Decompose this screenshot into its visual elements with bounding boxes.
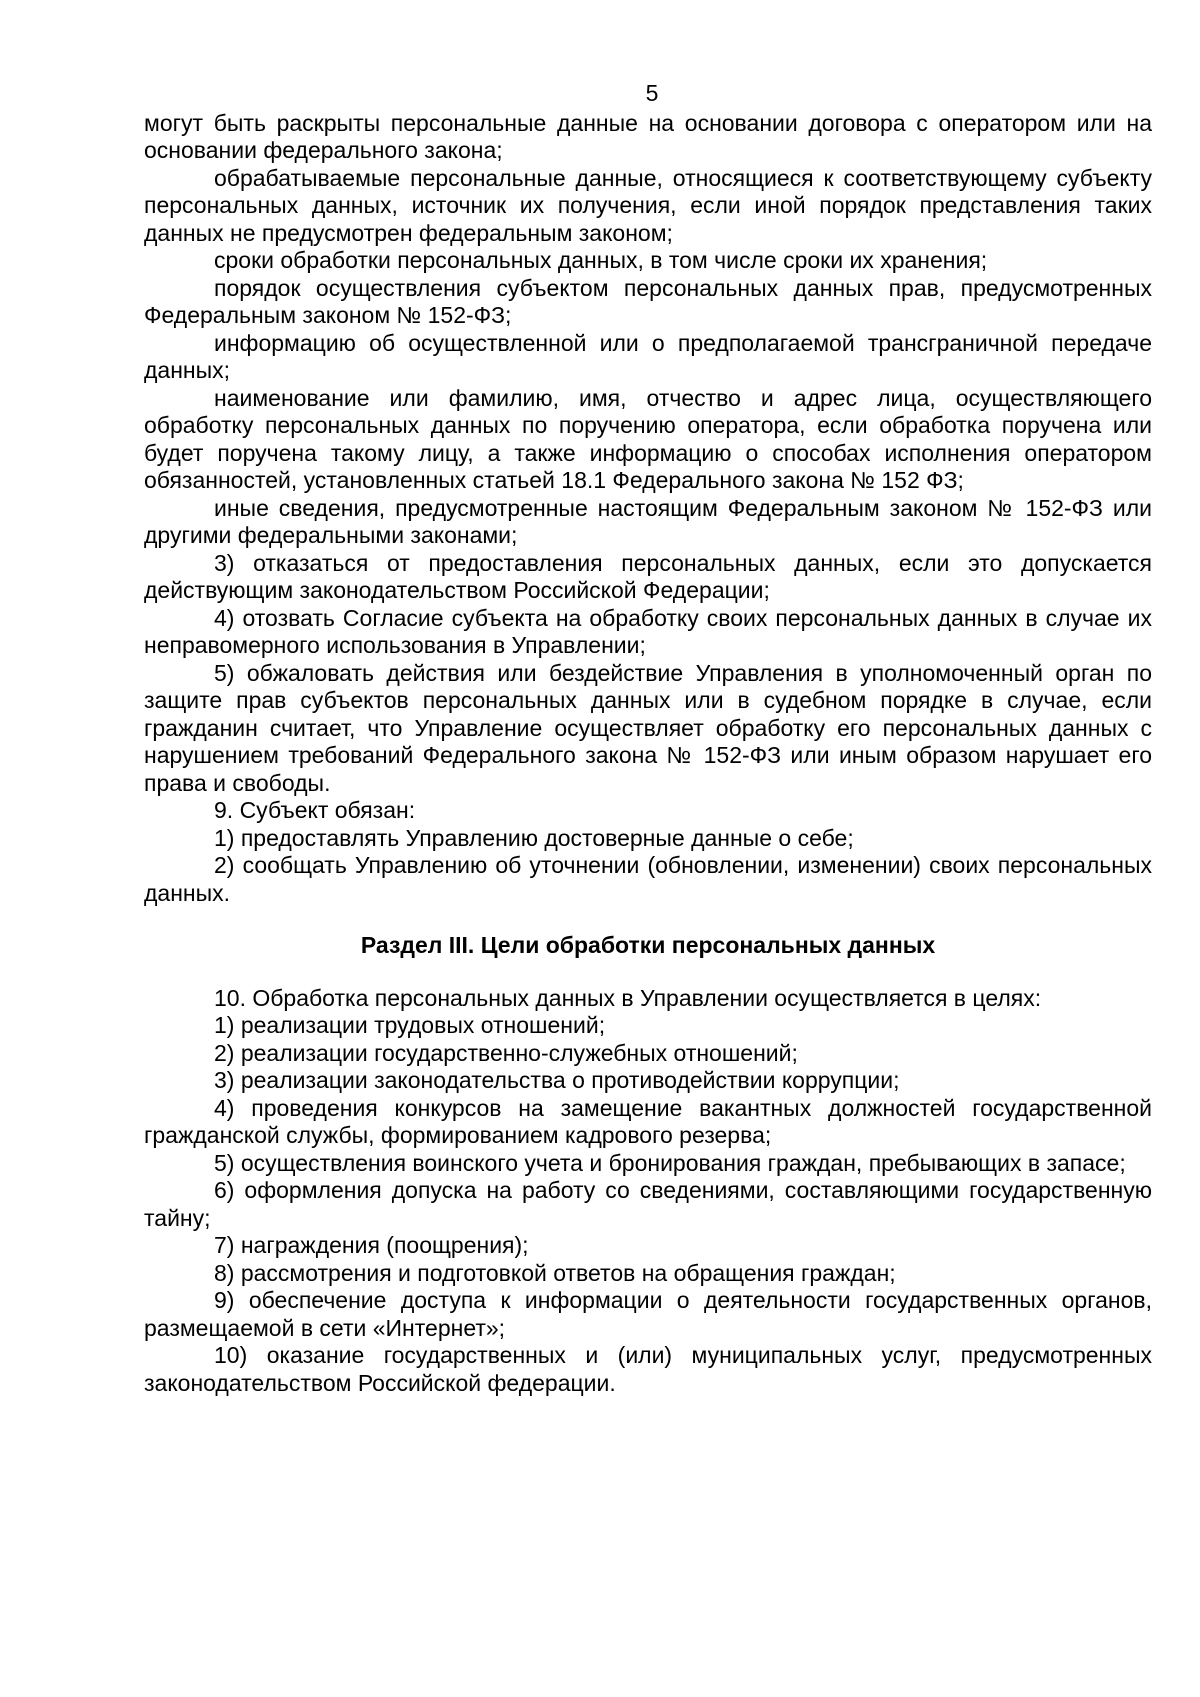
list-item: 9) обеспечение доступа к информации о деятельности государственных органов, размещаемой в сети «Интернет»; xyxy=(144,1287,1152,1341)
paragraph: наименование или фамилию, имя, отчество и адрес лица, осуществляющего обработку персональных данных по поручению оператора, если обработка поручена или будет поручена такому лицу, а также информацию о способах исполнения оператором обязанностей, установленных статьей 18.1 Федерального закона № 152 ФЗ; xyxy=(144,384,1152,493)
paragraph: 5) обжаловать действия или бездействие Управления в уполномоченный орган по защите прав субъектов персональных данных или в судебном порядке в случае, если гражданин считает, что Управление осуществляет обработку его персональных данных с нарушением требований Федерального закона № 152-ФЗ или иным образом нарушает его права и свободы. xyxy=(144,659,1152,796)
paragraph: могут быть раскрыты персональные данные на основании договора с оператором или на основании федерального закона; xyxy=(144,109,1152,163)
paragraph: иные сведения, предусмотренные настоящим Федеральным законом № 152-ФЗ или другими федеральными законами; xyxy=(144,494,1152,548)
paragraph: 2) сообщать Управлению об уточнении (обновлении, изменении) своих персональных данных. xyxy=(144,852,1152,906)
list-item: 1) реализации трудовых отношений; xyxy=(214,1012,606,1038)
processing-goals-section xyxy=(144,985,1152,1398)
page-number: 5 xyxy=(645,80,659,106)
paragraph: 9. Субъект обязан: xyxy=(214,797,416,823)
paragraph: порядок осуществления субъектом персональных данных прав, предусмотренных Федеральным законом № 152-ФЗ; xyxy=(144,274,1152,328)
list-item: 2) реализации государственно-служебных отношений; xyxy=(214,1039,798,1066)
paragraph: 1) предоставлять Управлению достоверные данные о себе; xyxy=(214,824,854,851)
paragraph: 10. Обработка персональных данных в Управлении осуществляется в целях: xyxy=(214,984,1042,1011)
section-heading: Раздел III. Цели обработки персональных данных xyxy=(360,932,936,958)
list-item: 7) награждения (поощрения); xyxy=(214,1232,529,1258)
list-item: 6) оформления допуска на работу со сведениями, составляющими государственную тайну; xyxy=(144,1177,1152,1231)
list-item: 4) проведения конкурсов на замещение вакантных должностей государственной гражданской службы, формированием кадрового резерва; xyxy=(144,1094,1152,1148)
list-item: 5) осуществления воинского учета и бронирования граждан, пребывающих в запасе; xyxy=(214,1149,1126,1176)
paragraph: 3) отказаться от предоставления персональных данных, если это допускается действующим законодательством Российской Федерации; xyxy=(144,549,1152,603)
paragraph: 4) отозвать Согласие субъекта на обработку своих персональных данных в случае их неправомерного использования в Управлении; xyxy=(144,604,1152,658)
list-item: 3) реализации законодательства о противодействии коррупции; xyxy=(214,1067,900,1093)
list-item: 10) оказание государственных и (или) муниципальных услуг, предусмотренных законодательством Российской федерации. xyxy=(144,1342,1152,1396)
paragraph: сроки обработки персональных данных, в том числе сроки их хранения; xyxy=(214,247,988,273)
list-item: 8) рассмотрения и подготовкой ответов на обращения граждан; xyxy=(214,1259,896,1286)
paragraph: обрабатываемые персональные данные, относящиеся к соответствующему субъекту персональных данных, источник их получения, если иной порядок представления таких данных не предусмотрен федеральным законом; xyxy=(144,164,1152,246)
paragraph: информацию об осуществленной или о предполагаемой трансграничной передаче данных; xyxy=(144,329,1152,383)
rights-list-section xyxy=(144,110,1152,908)
